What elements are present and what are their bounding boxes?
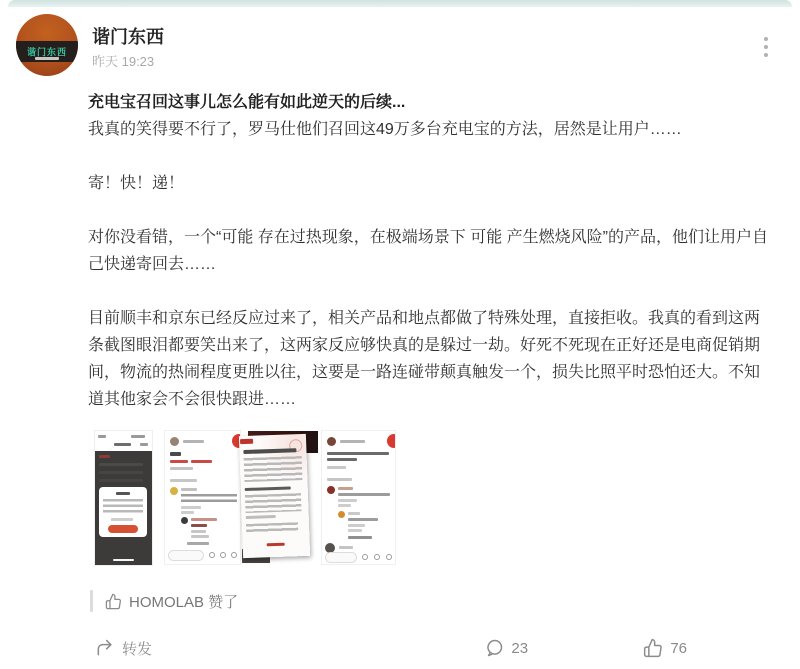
home-indicator: [113, 559, 134, 561]
blurred-line: [338, 499, 357, 502]
repost-icon: [95, 638, 115, 658]
notice-text: [246, 522, 298, 534]
expand-replies-link: [348, 536, 372, 539]
blurred-line: [99, 463, 143, 466]
like-icon: [362, 554, 368, 560]
recall-dialog: [99, 487, 147, 537]
mini-avatar: [338, 511, 345, 518]
blurred-line: [191, 524, 207, 527]
mini-avatar: [170, 487, 178, 495]
comment-input: [325, 552, 357, 563]
comment-icon: [231, 552, 237, 558]
follow-button: [387, 434, 395, 448]
like-button[interactable]: [643, 638, 687, 658]
blurred-line: [348, 512, 360, 515]
card-top-edge: [8, 0, 792, 7]
blurred-line: [170, 452, 181, 456]
post-paragraph: 目前顺丰和京东已经反应过来了，相关产品和地点都做了特殊处理，直接拒收。我真的看到这两条截图眼泪都要笑出来了，这两家反应够快真的是躲过一劫。好死不死现在正好还是电商促销期间，物流的热闹程度更胜以往，这要是一路连碰带颠真触发一个，损失比照平时恐怕还大。不知道其他家会不会很快跟进……: [88, 310, 761, 408]
ellipsis-dot: [764, 53, 768, 57]
mini-avatar: [181, 517, 188, 524]
blurred-line: [111, 518, 133, 521]
avatar-logo-subtext: [35, 57, 60, 60]
ellipsis-dot: [764, 37, 768, 41]
post-body: [88, 89, 772, 413]
hashtag-text: [191, 460, 212, 463]
action-bar: [0, 627, 800, 669]
collage-panel-phone-dialog: [95, 431, 152, 565]
mini-avatar: [170, 437, 179, 446]
blurred-line: [191, 535, 209, 538]
blurred-line: [98, 435, 106, 438]
dialog-text: [103, 499, 143, 515]
notice-link: [267, 543, 285, 547]
post-header: [0, 7, 800, 77]
blurred-line: [191, 518, 217, 521]
like-icon: [209, 552, 215, 558]
blurred-line: [181, 511, 194, 514]
dialog-title: [116, 492, 130, 495]
notice-text: [244, 456, 303, 482]
blurred-line: [348, 529, 362, 532]
avatar-logo-text: 谐门东西: [26, 46, 67, 58]
star-icon: [374, 554, 380, 560]
blurred-line: [187, 542, 209, 545]
blurred-line: [114, 443, 131, 446]
liked-by-row: [90, 589, 800, 613]
collage-panel-post-2: [322, 431, 395, 564]
hashtag-text: [170, 460, 188, 463]
comment-text: [181, 494, 237, 504]
ellipsis-dot: [764, 45, 768, 49]
comment-text: [338, 493, 390, 496]
blurred-line: [191, 530, 206, 533]
blurred-line: [246, 515, 276, 519]
blurred-line: [338, 504, 351, 507]
notice-text: [245, 493, 302, 513]
more-menu-button[interactable]: [756, 29, 776, 65]
blurred-line: [348, 524, 365, 527]
blurred-line: [99, 471, 143, 474]
blurred-line: [99, 455, 110, 458]
blurred-line: [327, 452, 389, 455]
comment-button[interactable]: [484, 638, 528, 658]
star-icon: [220, 552, 226, 558]
notice-paper: [239, 434, 310, 558]
post-title: 充电宝召回这事儿怎么能有如此逆天的后续...: [88, 94, 406, 111]
comment-count: 23: [511, 639, 529, 657]
post-card: [0, 7, 800, 658]
blurred-line: [338, 487, 353, 490]
post-paragraph: 我真的笑得要不行了，罗马仕他们召回这49万多台充电宝的方法，居然是让用户……: [88, 121, 682, 138]
post-timestamp: 昨天 19:23: [92, 54, 155, 69]
notice-heading: [243, 448, 296, 453]
thumbs-up-icon: [643, 638, 663, 658]
quote-bar: [90, 590, 93, 612]
blurred-line: [170, 479, 197, 482]
blurred-line: [183, 440, 204, 443]
comment-icon: [484, 638, 504, 658]
blurred-line: [340, 440, 365, 443]
notice-subheading: [245, 486, 291, 491]
collage-panel-post-1: [165, 431, 240, 564]
post-paragraph: 对你没看错，一个“可能 存在过热现象，在极端场景下 可能 产生燃烧风险”的产品，他们让用户自己快递寄回去……: [88, 229, 768, 273]
mini-avatar: [327, 437, 336, 446]
blurred-line: [339, 546, 353, 549]
blurred-line: [327, 466, 346, 469]
dialog-confirm-button: [108, 525, 138, 533]
attached-image-collage[interactable]: [95, 429, 395, 565]
liked-by-text[interactable]: HOMOLAB 赞了: [129, 593, 239, 611]
blurred-line: [181, 488, 197, 491]
blurred-line: [327, 478, 352, 481]
author-name[interactable]: 谐门东西: [92, 27, 164, 47]
notice-red-title: [240, 439, 253, 444]
avatar[interactable]: [16, 14, 78, 76]
blurred-line: [181, 506, 201, 509]
repost-button[interactable]: [95, 638, 152, 659]
blurred-line: [140, 443, 148, 446]
blurred-line: [327, 458, 357, 461]
blurred-line: [131, 435, 145, 438]
like-count: 76: [670, 639, 687, 657]
blurred-line: [99, 479, 143, 482]
collage-panel-notice: [240, 431, 318, 563]
comment-text: [348, 518, 378, 521]
post-paragraph: 寄！快！递！: [88, 175, 185, 192]
comment-icon: [386, 554, 392, 560]
repost-label: 转发: [122, 640, 153, 658]
comment-input: [168, 550, 204, 561]
blurred-line: [170, 467, 193, 470]
thumbs-up-icon: [105, 593, 122, 610]
mini-avatar: [327, 486, 335, 494]
